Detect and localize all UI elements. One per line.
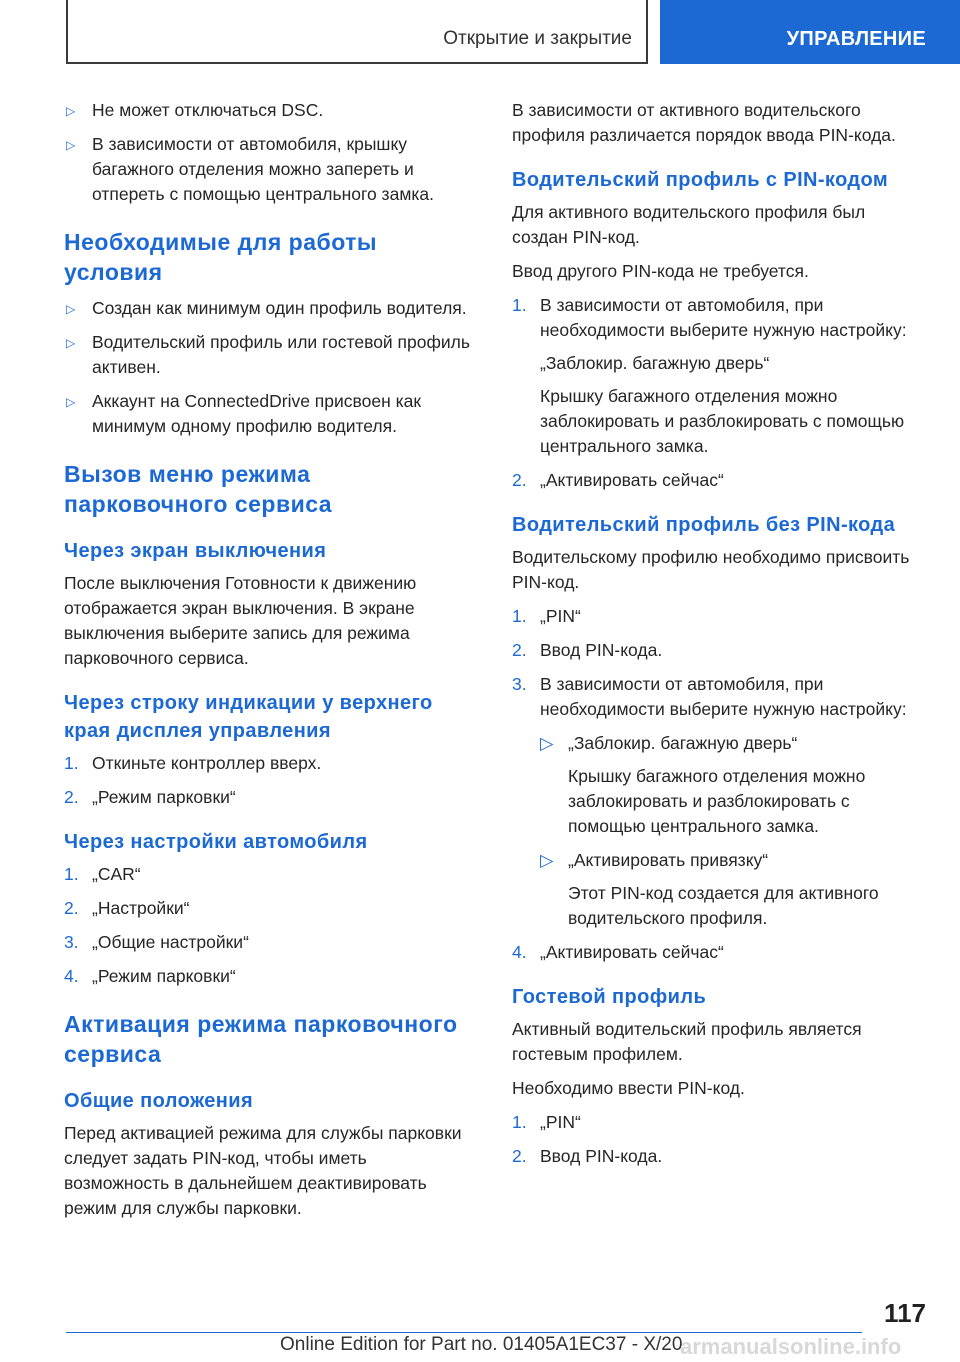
list-item: 4. „Активировать сейчас“ — [512, 942, 724, 962]
header-section-title: Открытие и закрытие — [443, 28, 632, 49]
list-item: 2. Ввод PIN-кода. — [512, 1146, 663, 1166]
requirements-list — [64, 296, 476, 439]
no-pin-steps — [512, 604, 924, 965]
vehicle-settings-steps — [64, 862, 476, 989]
footer-edition: Online Edition for Part no. 01405A1EC37 - X/20 — [280, 1334, 683, 1355]
shutdown-screen-text: После выключения Готовности к движению отображается экран выключения. В экране выключения выберите запись для режима парковочного сервиса. — [64, 573, 417, 668]
list-item: 4. „Режим парковки“ — [64, 966, 236, 986]
activation-heading: Активация режима парковочного сервиса — [64, 1011, 458, 1067]
guest-heading: Гостевой профиль — [512, 986, 707, 1008]
intro-bullet-list — [64, 98, 476, 207]
header-chapter-title: УПРАВЛЕНИЕ — [786, 28, 926, 50]
header-section-tab — [66, 0, 648, 64]
list-item: ▷ Аккаунт на ConnectedDrive присвоен как минимум одному профилю водителя. — [66, 391, 422, 436]
guest-note: Необходимо ввести PIN-код. — [512, 1078, 745, 1098]
list-item: 2. „Активировать сейчас“ — [512, 470, 724, 490]
left-column — [64, 98, 476, 1230]
no-pin-options — [540, 731, 924, 931]
with-pin-heading: Водительский профиль с PIN-кодом — [512, 169, 889, 191]
list-item: ▷ Не может отключаться DSC. — [64, 98, 476, 123]
no-pin-heading: Водительский профиль без PIN-кода — [512, 514, 896, 536]
header-chapter-tab — [660, 0, 960, 64]
general-text: Перед активацией режима для службы парковки следует задать PIN-код, чтобы иметь возможность в дальнейшем деактивировать режим для службы парковки. — [64, 1123, 462, 1218]
guest-text: Активный водительский профиль является гостевым профилем. — [512, 1019, 862, 1064]
list-item: ▷ Водительский профиль или гостевой профиль активен. — [66, 332, 471, 377]
triangle-bullet-icon: ▷ — [66, 302, 76, 316]
list-item: 2. „Настройки“ — [64, 898, 190, 918]
with-pin-note: Ввод другого PIN-кода не требуется. — [512, 261, 809, 281]
no-pin-text: Водительскому профилю необходимо присвоить PIN-код. — [512, 547, 910, 592]
triangle-bullet-icon: ▷ — [66, 138, 76, 152]
list-item: 2. „Режим парковки“ — [64, 787, 236, 807]
footer-divider — [66, 1332, 862, 1333]
general-heading: Общие положения — [64, 1090, 254, 1112]
list-item: 1. „CAR“ — [64, 864, 141, 884]
list-item: ▷ Создан как минимум один профиль водителя. — [64, 296, 476, 321]
guest-steps — [512, 1110, 924, 1169]
requirements-heading: Необходимые для работы условия — [64, 229, 378, 285]
list-item: 1. „PIN“ — [512, 1112, 581, 1132]
list-item: 1. „PIN“ — [512, 606, 581, 626]
list-item: ▷ „Активировать привязку“ Этот PIN-код создается для активного водительского профиля. — [540, 850, 879, 928]
with-pin-steps — [512, 293, 924, 493]
watermark: armanualsonline.info — [680, 1334, 902, 1359]
list-item: 3. „Общие настройки“ — [64, 932, 249, 952]
triangle-bullet-icon: ▷ — [540, 733, 554, 753]
with-pin-text: Для активного водительского профиля был создан PIN-код. — [512, 202, 866, 247]
list-item: 3. В зависимости от автомобиля, при необходимости выберите нужную настройку: ▷ „Заблокир. багажную дверь“ Крышку багажного отделения можно заблокировать и разблокировать с помощью центрального замка. ▷ „Активировать привязку“ Этот PIN-код создается для активного водительского профиля. — [512, 672, 924, 931]
triangle-bullet-icon: ▷ — [540, 850, 554, 870]
vehicle-settings-heading: Через настройки автомобиля — [64, 831, 368, 853]
intro-text: В зависимости от активного водительского профиля различается порядок ввода PIN-кода. — [512, 100, 896, 145]
menu-call-heading: Вызов меню режима парковочного сервиса — [64, 461, 333, 517]
list-item: ▷ В зависимости от автомобиля, крышку багажного отделения можно запереть и отпереть с помощью центрального замка. — [66, 134, 434, 204]
status-bar-heading: Через строку индикации у верхнего края дисплея управления — [64, 692, 433, 742]
triangle-bullet-icon: ▷ — [66, 104, 76, 118]
list-item: 2. Ввод PIN-кода. — [512, 640, 663, 660]
list-item: 1. Откиньте контроллер вверх. — [64, 753, 322, 773]
list-item: 1. В зависимости от автомобиля, при необходимости выберите нужную настройку: „Заблокир. багажную дверь“ Крышку багажного отделения можно заблокировать и разблокировать с помощью центрального замка. — [512, 295, 907, 456]
triangle-bullet-icon: ▷ — [66, 336, 76, 350]
page-number: 117 — [884, 1298, 926, 1328]
status-bar-steps — [64, 751, 476, 810]
right-column — [512, 98, 924, 1178]
list-item: ▷ „Заблокир. багажную дверь“ Крышку багажного отделения можно заблокировать и разблокировать с помощью центрального замка. — [540, 733, 866, 836]
shutdown-screen-heading: Через экран выключения — [64, 540, 327, 562]
triangle-bullet-icon: ▷ — [66, 395, 76, 409]
